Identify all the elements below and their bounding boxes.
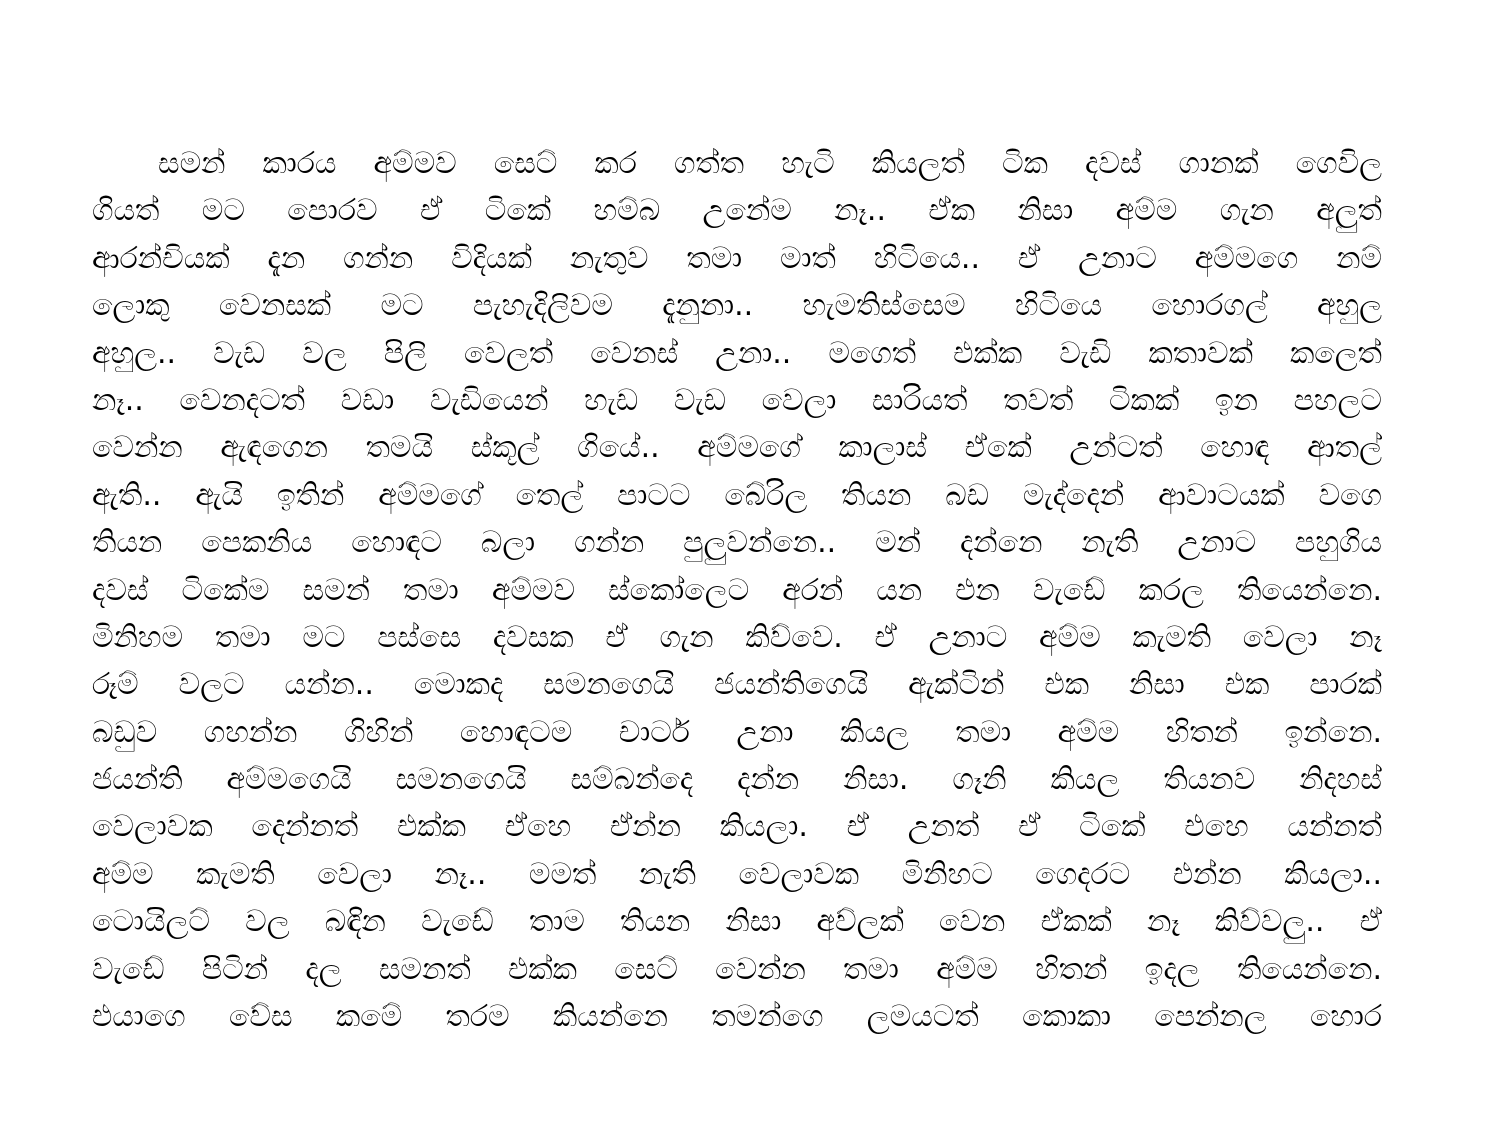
text-line: ගියත් මට පොරව ඒ ටිකේ හම්බ උනේම නෑ.. ඒක නිසා අම්ම ගැන අලුත් [92, 193, 1382, 229]
text-line: අහුල.. වැඩ වල පිලි වෙලත් වෙනස් උනා.. මගෙත් එක්ක වැඩි කතාවක් කලෙත් [92, 335, 1382, 371]
text-line: නෑ.. වෙනදටත් වඩා වැඩියෙන් හැඩ වැඩ වෙලා සාරියත් තවත් ටිකක් ඉන පහලට [92, 382, 1382, 418]
text-line: අම්ම කැමති වෙලා නෑ.. මමත් නැති වෙලාවක මිනිහට ගෙදරට එන්න කියලා.. [92, 856, 1382, 892]
text-line: වෙන්න ඇඳගෙන තමයි ස්කූල් ගියේ.. අම්මගේ කාලාස් ඒකේ උන්ටත් හොඳ ආතල් [92, 430, 1382, 466]
text-line: ජයන්ති අම්මගෙයි සමනගෙයි සම්බන්දෙ දන්න නිසා. ගෑනි කියල තියනව නිදහස් [92, 762, 1382, 798]
text-line: වෙලාවක දෙන්නත් එක්ක ඒහෙ ඒන්න කියලා. ඒ උනත් ඒ ටිකේ එහෙ යන්නත් [92, 809, 1382, 845]
text-line: ඇති.. ඇයි ඉතින් අම්මගේ තෙල් පාටට බේරිල තියන බඩ මැද්දෙන් ආවාටයක් වගෙ [92, 477, 1382, 513]
text-line: තියන පෙකනිය හොඳට බලා ගන්න පුලුවන්නෙ.. මන් දන්නෙ නැති උනාට පහුගිය [92, 525, 1382, 561]
text-line: ආරන්චියක් දැන ගන්න විදියක් නැතුව තමා මාත් හිටියෙ.. ඒ උනාට අම්මගෙ නම් [92, 240, 1382, 276]
text-line: වැඩේ පිටින් දල සමනත් එක්ක සෙට් වෙන්න තමා අම්ම හිතන් ඉදල තියෙන්නෙ. [92, 951, 1382, 987]
text-line: බඩුව ගහන්න ගිහින් හොඳටම චාටර් උනා කියල තමා අම්ම හිතන් ඉන්නෙ. [92, 714, 1382, 750]
text-line: දවස් ටිකේම සමන් තමා අම්මව ස්කෝලෙට අරන් යන එන වැඩේ කරල තියෙන්නෙ. [92, 572, 1382, 608]
text-line: රූම් වලට යන්න.. මොකද සමනගෙයි ජයන්තිගෙයි ඇක්ටින් එක නිසා එක පාරක් [92, 667, 1382, 703]
story-paragraph [92, 140, 1382, 1040]
text-line: එයාගෙ වේස කමේ තරම කියන්නෙ තමන්ගෙ ලමයටත් කොකා පෙන්නල හොර [92, 999, 1382, 1035]
text-line: ටොයිලට් වල බඳින වැඩේ තාම තියන නිසා අව්ලක් වෙන ඒකක් නෑ කිව්වලු.. ඒ [92, 904, 1382, 940]
text-line: ලොකු වෙනසක් මට පැහැදිලිවම දැනුනා.. හැමතිස්සෙම හිටියෙ හොරගල් අහුල [92, 288, 1382, 324]
text-line: සමන් කාරය අම්මව සෙට් කර ගත්ත හැටි කියලත් ටික දවස් ගානක් ගෙවිල [158, 146, 1382, 181]
text-line: මිනිහම තමා මට පස්සෙ දවසක ඒ ගැන කිව්වෙ. ඒ උනාට අම්ම කැමති වෙලා නෑ [92, 619, 1382, 655]
